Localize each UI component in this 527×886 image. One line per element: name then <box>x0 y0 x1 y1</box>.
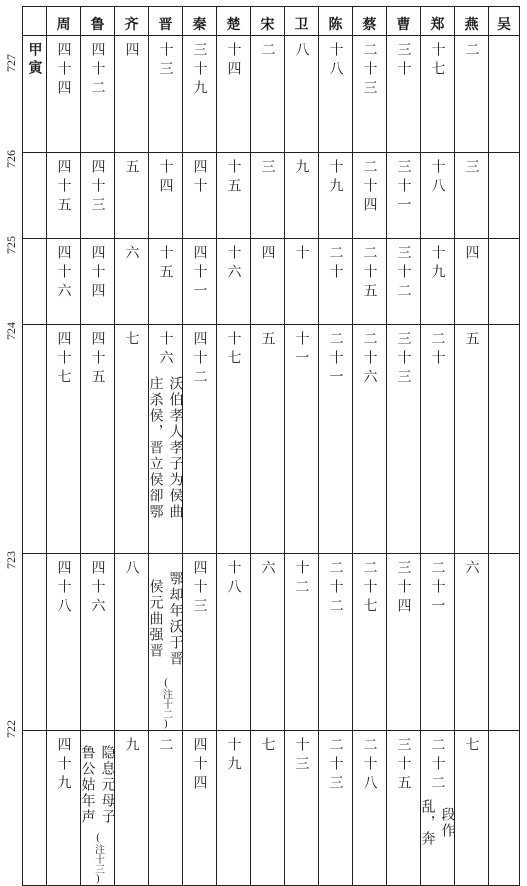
cell-zheng: 十八 <box>421 153 455 239</box>
cell-chu: 十四 <box>217 36 251 153</box>
cell-zheng: 十七 <box>421 36 455 153</box>
header-zhou: 周 <box>47 7 81 36</box>
year-label-722: 722 <box>4 720 18 738</box>
cell-wei: 九 <box>285 153 319 239</box>
cell-chu: 十九 <box>217 731 251 886</box>
cell-cao: 三十 <box>387 36 421 153</box>
cell-cai: 二十五 <box>353 239 387 325</box>
era-cell <box>23 731 47 886</box>
cell-qin: 三十九 <box>183 36 217 153</box>
header-chen: 陈 <box>319 7 353 36</box>
cell-qi: 七 <box>115 325 149 554</box>
cell-song: 四 <box>251 239 285 325</box>
cell-cao: 三十四 <box>387 554 421 731</box>
cell-qin: 四十四 <box>183 731 217 886</box>
year-label-726: 726 <box>4 150 18 168</box>
cell-zheng: 二十 <box>421 325 455 554</box>
year-label-723: 723 <box>4 551 18 569</box>
header-qin: 秦 <box>183 7 217 36</box>
cell-lu: 四十二 <box>81 36 115 153</box>
cell-jin: 十六 沃伯孝人孝子为侯曲庄杀侯，晋立侯卻鄂 <box>149 325 183 554</box>
header-cao: 曹 <box>387 7 421 36</box>
cell-qin: 四十二 <box>183 325 217 554</box>
cell-chen: 二十一 <box>319 325 353 554</box>
cell-cai: 二十三 <box>353 36 387 153</box>
header-qi: 齐 <box>115 7 149 36</box>
table-row <box>23 153 520 239</box>
cell-zheng: 二十一 <box>421 554 455 731</box>
cell-chu: 十五 <box>217 153 251 239</box>
cell-chu: 十八 <box>217 554 251 731</box>
cell-lu: 四十六 <box>81 554 115 731</box>
cell-qi: 九 <box>115 731 149 886</box>
header-yan: 燕 <box>455 7 489 36</box>
era-cell <box>23 325 47 554</box>
cell-wu <box>489 731 520 886</box>
era-cell: 甲寅 <box>23 36 47 153</box>
cell-song: 七 <box>251 731 285 886</box>
era-cell <box>23 554 47 731</box>
cell-chen: 二十二 <box>319 554 353 731</box>
cell-cao: 三十五 <box>387 731 421 886</box>
cell-song: 六 <box>251 554 285 731</box>
cell-chu: 十七 <box>217 325 251 554</box>
cell-chen: 二十 <box>319 239 353 325</box>
year-label-724: 724 <box>4 322 18 340</box>
cell-yan: 六 <box>455 554 489 731</box>
header-wu: 吴 <box>489 7 520 36</box>
header-song: 宋 <box>251 7 285 36</box>
cell-qin: 四十三 <box>183 554 217 731</box>
cell-qi: 四 <box>115 36 149 153</box>
cell-zhou: 四十五 <box>47 153 81 239</box>
cell-jin: 十三 <box>149 36 183 153</box>
cell-song: 三 <box>251 153 285 239</box>
cell-cao: 三十二 <box>387 239 421 325</box>
cell-yan: 七 <box>455 731 489 886</box>
cell-wu <box>489 554 520 731</box>
year-label-727: 727 <box>4 54 18 72</box>
cell-cao: 三十三 <box>387 325 421 554</box>
note-ref-13: (注十三) <box>92 833 104 885</box>
header-chu: 楚 <box>217 7 251 36</box>
cell-wei: 十三 <box>285 731 319 886</box>
cell-yan: 二 <box>455 36 489 153</box>
cell-cai: 二十七 <box>353 554 387 731</box>
cell-yan: 五 <box>455 325 489 554</box>
cell-lu <box>81 731 115 886</box>
cell-cai: 二十六 <box>353 325 387 554</box>
year-label-725: 725 <box>4 236 18 254</box>
header-row <box>23 7 520 36</box>
header-cai: 蔡 <box>353 7 387 36</box>
cell-qin: 四十 <box>183 153 217 239</box>
cell-wei: 八 <box>285 36 319 153</box>
cell-jin: 十四 <box>149 153 183 239</box>
cell-qi: 八 <box>115 554 149 731</box>
cell-wu <box>489 153 520 239</box>
cell-cai: 二十八 <box>353 731 387 886</box>
cell-jin: 十五 <box>149 239 183 325</box>
note-zheng-722: 段作乱，奔 <box>419 799 456 847</box>
cell-wei: 十二 <box>285 554 319 731</box>
cell-cao: 三十一 <box>387 153 421 239</box>
cell-jin: 二 <box>149 731 183 886</box>
cell-chu: 十六 <box>217 239 251 325</box>
cell-lu: 四十四 <box>81 239 115 325</box>
cell-zheng: 二十二 段作乱，奔 <box>421 731 455 886</box>
table-row <box>23 239 520 325</box>
note-jin-724: 沃伯孝人孝子为侯曲庄杀侯，晋立侯卻鄂 <box>147 376 184 520</box>
header-jin: 晋 <box>149 7 183 36</box>
table-row <box>23 731 520 886</box>
era-cell <box>23 153 47 239</box>
cell-zhou: 四十七 <box>47 325 81 554</box>
table-row <box>23 554 520 731</box>
cell-song: 二 <box>251 36 285 153</box>
cell-yan: 四 <box>455 239 489 325</box>
chronology-table <box>22 6 520 886</box>
cell-qi: 五 <box>115 153 149 239</box>
cell-wu <box>489 325 520 554</box>
note-jin-723: 鄂却年沃于晋侯元曲强晋 <box>147 571 184 667</box>
cell-qi: 六 <box>115 239 149 325</box>
cell-song: 五 <box>251 325 285 554</box>
cell-zheng: 十九 <box>421 239 455 325</box>
cell-wu <box>489 36 520 153</box>
header-zheng: 郑 <box>421 7 455 36</box>
note-ref-12: (注十二) <box>160 678 172 730</box>
cell-wei: 十 <box>285 239 319 325</box>
cell-zhou: 四十八 <box>47 554 81 731</box>
cell-chen: 十八 <box>319 36 353 153</box>
cell-wu <box>489 239 520 325</box>
cell-jin <box>149 554 183 731</box>
cell-chen: 十九 <box>319 153 353 239</box>
cell-lu: 四十五 <box>81 325 115 554</box>
cell-zhou: 四十九 <box>47 731 81 886</box>
header-wei: 卫 <box>285 7 319 36</box>
table-row <box>23 325 520 554</box>
cell-yan: 三 <box>455 153 489 239</box>
era-cell <box>23 239 47 325</box>
table-row <box>23 36 520 153</box>
note-lu-722: 隐息元母子鲁公姑年声 <box>79 745 116 825</box>
cell-chen: 二十三 <box>319 731 353 886</box>
cell-zhou: 四十六 <box>47 239 81 325</box>
cell-zhou: 四十四 <box>47 36 81 153</box>
header-era <box>23 7 47 36</box>
header-lu: 鲁 <box>81 7 115 36</box>
cell-wei: 十一 <box>285 325 319 554</box>
cell-cai: 二十四 <box>353 153 387 239</box>
cell-lu: 四十三 <box>81 153 115 239</box>
cell-qin: 四十一 <box>183 239 217 325</box>
